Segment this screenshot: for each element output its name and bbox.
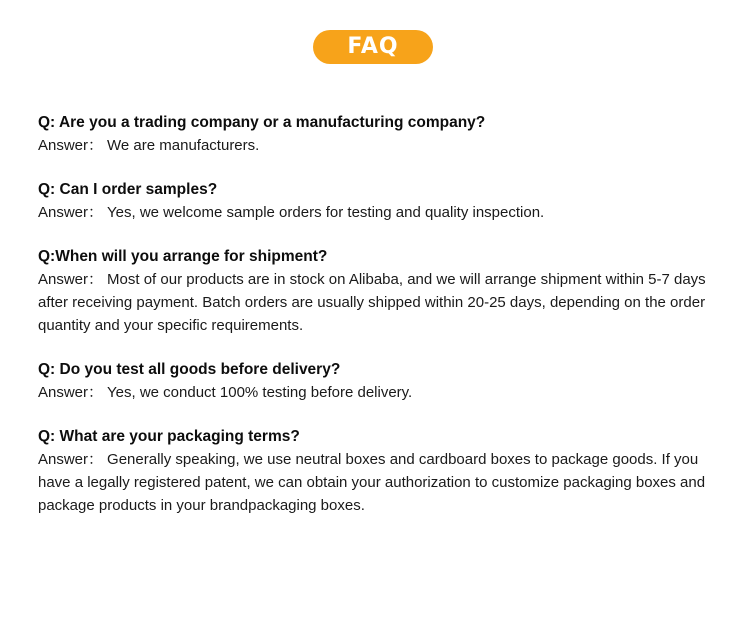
faq-question: Q: Can I order samples?	[38, 181, 218, 198]
answer-prefix: Answer：	[38, 204, 104, 221]
faq-item	[38, 179, 718, 224]
faq-question: Q: Are you a trading company or a manufacturing company?	[38, 114, 486, 131]
answer-text: Generally speaking, we use neutral boxes and cardboard boxes to package goods. If you have a legally registered patent, we can obtain your authorization to customize packaging boxes and package products in your brandpackaging boxes.	[38, 451, 706, 514]
faq-answer	[38, 381, 718, 404]
faq-question: Q:When will you arrange for shipment?	[38, 248, 328, 265]
answer-text: Yes, we welcome sample orders for testing and quality inspection.	[107, 204, 545, 221]
faq-item	[38, 246, 718, 337]
faq-question: Q: What are your packaging terms?	[38, 428, 300, 445]
answer-prefix: Answer：	[38, 137, 104, 154]
answer-text: We are manufacturers.	[107, 137, 260, 154]
answer-prefix: Answer：	[38, 384, 104, 401]
faq-title-badge: FAQ	[313, 30, 433, 64]
faq-answer	[38, 268, 718, 337]
faq-item	[38, 112, 718, 157]
faq-list	[38, 112, 718, 539]
answer-text: Yes, we conduct 100% testing before delivery.	[107, 384, 413, 401]
faq-item	[38, 359, 718, 404]
answer-prefix: Answer：	[38, 271, 104, 288]
faq-answer	[38, 201, 718, 224]
answer-text: Most of our products are in stock on Alibaba, and we will arrange shipment within 5-7 days after receiving payment. Batch orders are usually shipped within 20-25 days, depending on the order quantity and your specific requirements.	[38, 271, 706, 334]
answer-prefix: Answer：	[38, 451, 104, 468]
faq-answer	[38, 448, 718, 517]
faq-answer	[38, 134, 718, 157]
faq-item	[38, 426, 718, 517]
faq-question: Q: Do you test all goods before delivery?	[38, 361, 341, 378]
